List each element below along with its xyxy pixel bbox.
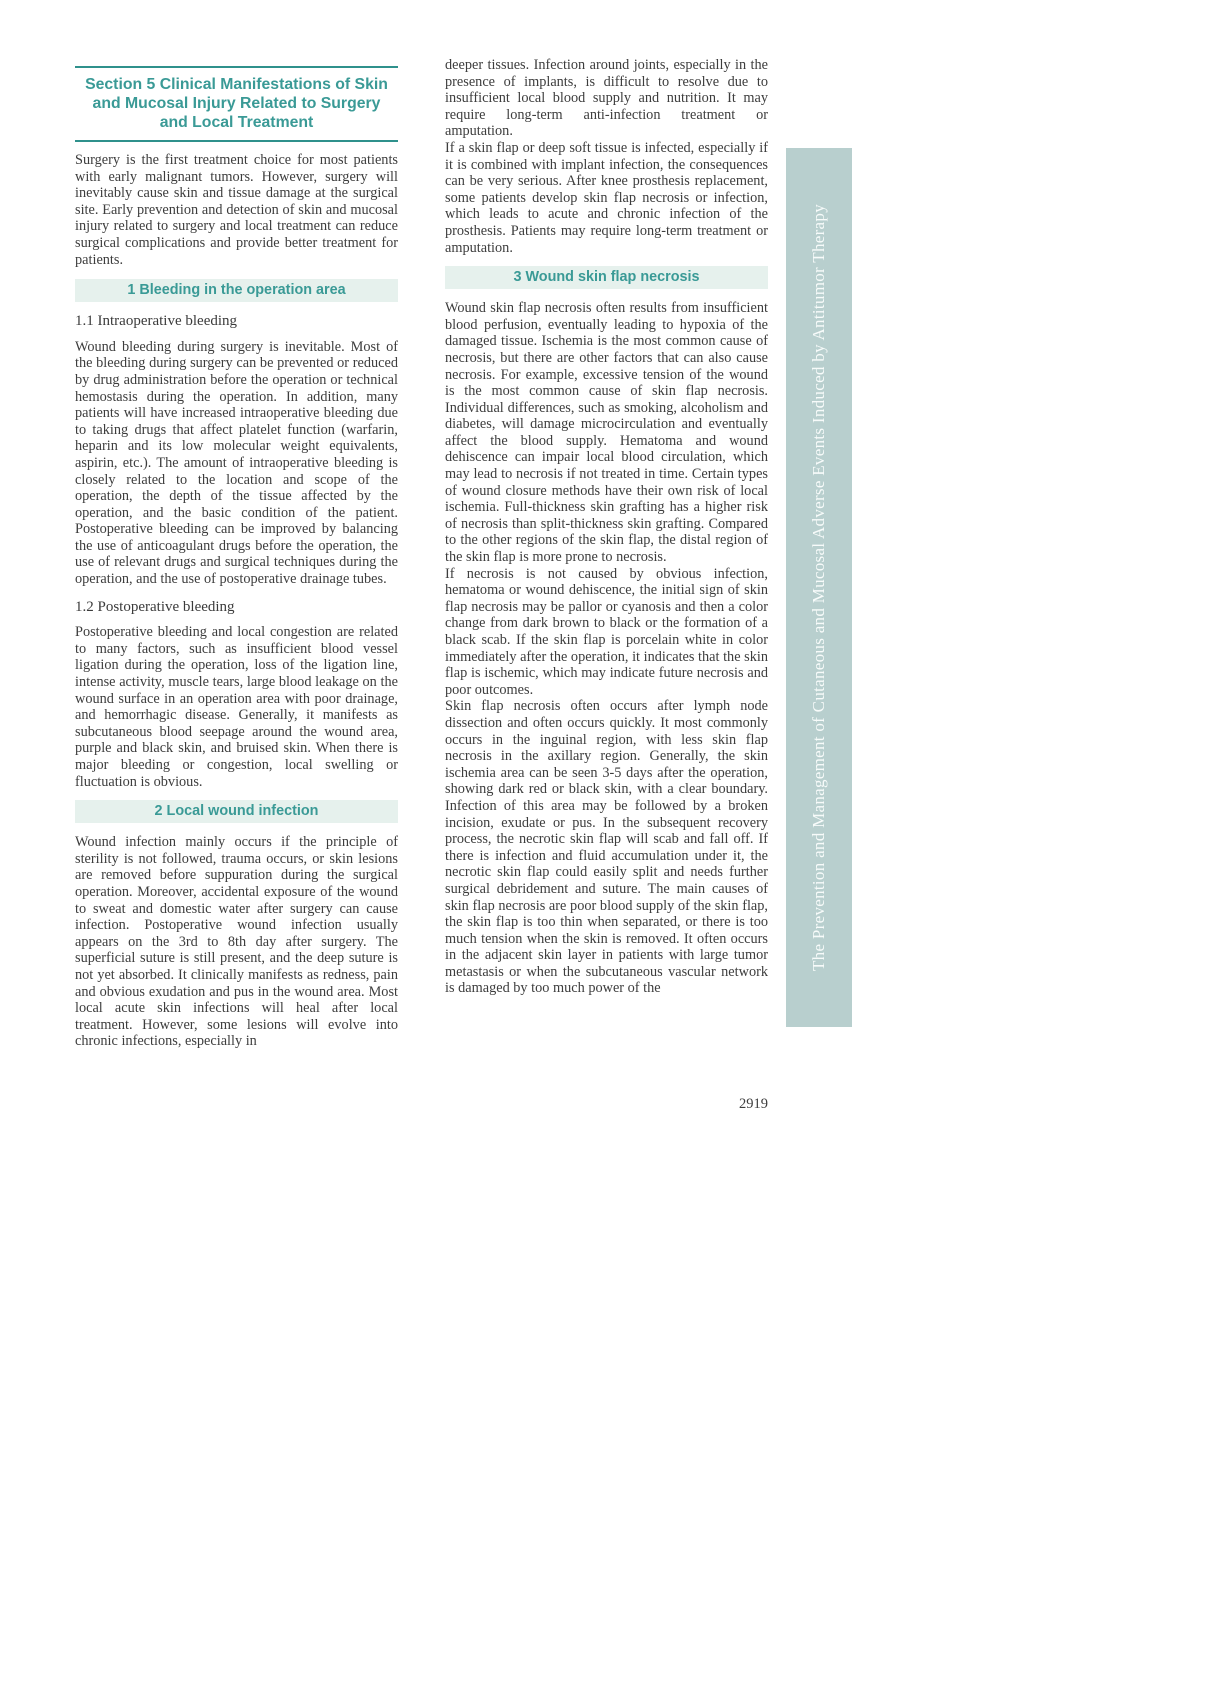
right-column: [445, 57, 768, 997]
page-number: 2919: [739, 1096, 768, 1112]
paragraph-deep-tissue-infection: deeper tissues. Infection around joints, especially in the presence of implants, is difficult to resolve due to insufficient local blood supply and nutrition. It may require long-term anti-infection treatment or amputation.: [445, 57, 768, 140]
left-column: [75, 66, 398, 1050]
subheading-postoperative-bleeding: 1.2 Postoperative bleeding: [75, 598, 235, 615]
heading-wound-skin-flap-necrosis: 3 Wound skin flap necrosis: [445, 266, 768, 289]
intro-paragraph: Surgery is the first treatment choice for most patients with early malignant tumors. However, surgery will inevitably cause skin and tissue damage at the surgical site. Early prevention and detection of skin and mucosal injury related to surgery and local treatment can reduce surgical complications and provide better treatment for patients.: [75, 152, 398, 268]
heading-local-wound-infection: 2 Local wound infection: [75, 800, 398, 823]
section-title-block: [75, 66, 398, 142]
paragraph-intraoperative-bleeding: Wound bleeding during surgery is inevitable. Most of the bleeding during surgery can be prevented or reduced by drug administration before the operation or technical hemostasis during the operation. In addition, many patients will have increased intraoperative bleeding due to taking drugs that affect platelet function (warfarin, heparin and its low molecular weight equivalents, aspirin, etc.). The amount of intraoperative bleeding is closely related to the location and scope of the operation, the depth of the tissue affected by the operation, and the basic condition of the patient. Postoperative bleeding can be improved by balancing the use of anticoagulant drugs before the operation, the use of relevant drugs and surgical techniques during the operation, and the use of postoperative drainage tubes.: [75, 338, 398, 588]
section-title: Section 5 Clinical Manifestations of Skin and Mucosal Injury Related to Surgery and Local Treatment: [85, 76, 388, 131]
heading-bleeding-operation-area: 1 Bleeding in the operation area: [75, 279, 398, 302]
paragraph-local-wound-infection: Wound infection mainly occurs if the principle of sterility is not followed, trauma occurs, or skin lesions are removed before suppuration during the surgical operation. Moreover, accidental exposure of the wound to sweat and domestic water after surgery can cause infection. Postoperative wound infection usually appears on the 3rd to 8th day after surgery. The superficial suture is still present, and the deep suture is not yet absorbed. It clinically manifests as redness, pain and obvious exudation and pus in the wound area. Most local acute skin infections will heal after local treatment. However, some lesions will evolve into chronic infections, especially in: [75, 834, 398, 1050]
paragraph-necrosis-occurrence: Skin flap necrosis often occurs after lymph node dissection and often occurs quickly. It most commonly occurs in the inguinal region, with less skin flap necrosis in the axillary region. Generally, the skin ischemia area can be seen 3-5 days after the operation, showing dark red or black skin, with a clear boundary. Infection of this area may be followed by a broken incision, exudate or pus. In the subsequent recovery process, the necrotic skin flap will scab and fall off. If there is infection and fluid accumulation under it, the necrotic skin flap could easily split and needs further surgical debridement and suture. The main causes of skin flap necrosis are poor blood supply of the skin flap, the skin flap is too thin when separated, or there is too much tension when the skin is removed. It often occurs in the adjacent skin layer in patients with large tumor metastasis or when the subcutaneous vascular network is damaged by too much power of the: [445, 698, 768, 997]
paragraph-postoperative-bleeding: Postoperative bleeding and local congestion are related to many factors, such as insufficient blood vessel ligation during the operation, loss of the ligation line, intense activity, muscle tears, large blood leakage on the wound surface in an operation area with poor drainage, and hemorrhagic disease. Generally, it manifests as subcutaneous blood seepage around the wound area, purple and black skin, and bruised skin. When there is major bleeding or congestion, local swelling or fluctuation is obvious.: [75, 624, 398, 790]
sidebar-book-title: The Prevention and Management of Cutaneous and Mucosal Adverse Events Induced by Antitumor Therapy: [809, 204, 828, 971]
paragraph-necrosis-causes: Wound skin flap necrosis often results from insufficient blood perfusion, eventually leading to hypoxia of the damaged tissue. Ischemia is the most common cause of necrosis, but there are other factors that can also cause necrosis. For example, excessive tension of the wound is the most common cause of skin flap necrosis. Individual differences, such as smoking, alcoholism and diabetes, will damage microcirculation and eventually affect the blood supply. Hematoma and wound dehiscence can impair local blood circulation, which may lead to necrosis if not treated in time. Certain types of wound closure methods have their own risk of local ischemia. Full-thickness skin grafting has a higher risk of necrosis than split-thickness skin grafting. Compared to the other regions of the skin flap, the distal region of the skin flap is more prone to necrosis.: [445, 300, 768, 566]
paragraph-necrosis-signs: If necrosis is not caused by obvious infection, hematoma or wound dehiscence, the initial sign of skin flap necrosis may be pallor or cyanosis and then a color change from dark brown to black or the formation of a black scab. If the skin flap is porcelain white in color immediately after the operation, it indicates that the skin flap is ischemic, which may indicate future necrosis and poor outcomes.: [445, 565, 768, 698]
sidebar-band: [786, 148, 852, 1027]
paragraph-skin-flap-infection: If a skin flap or deep soft tissue is infected, especially if it is combined with implant infection, the consequences can be very serious. After knee prosthesis replacement, some patients develop skin flap necrosis or infection, which leads to acute and chronic infection of the prosthesis. Patients may require long-term treatment or amputation.: [445, 139, 768, 256]
subheading-intraoperative-bleeding: 1.1 Intraoperative bleeding: [75, 313, 238, 330]
